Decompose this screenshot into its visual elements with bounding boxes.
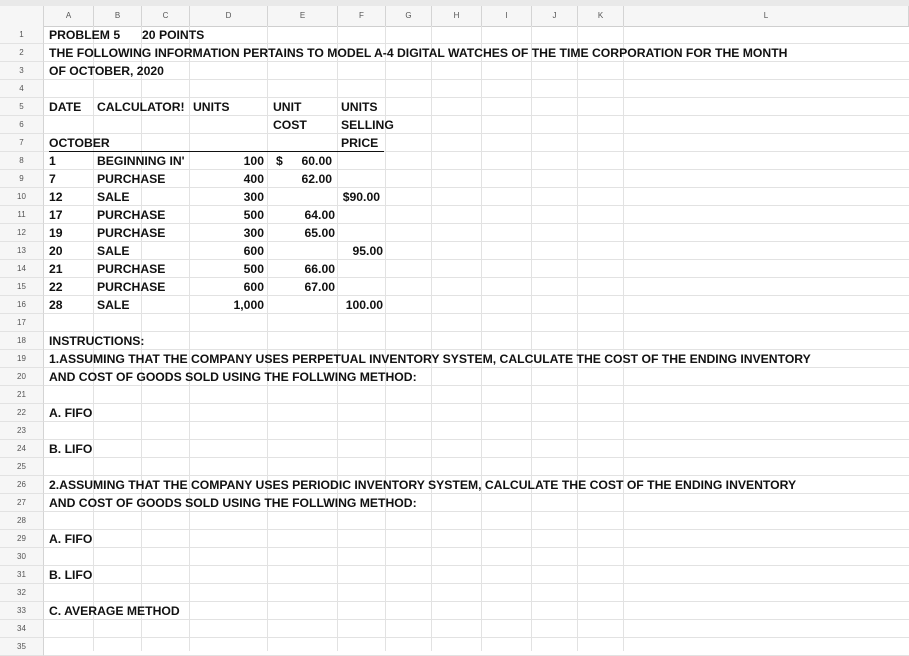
row-number[interactable]: 8 xyxy=(0,152,44,170)
txn-desc[interactable]: PURCHASE xyxy=(97,226,166,240)
row-number[interactable]: 22 xyxy=(0,404,44,422)
txn-units[interactable]: 600 xyxy=(243,244,264,258)
row-number[interactable]: 4 xyxy=(0,80,44,98)
row-number[interactable]: 25 xyxy=(0,458,44,476)
txn-cost[interactable]: 65.00 xyxy=(304,226,335,240)
txn-units[interactable]: 600 xyxy=(243,280,264,294)
txn-price[interactable]: 100.00 xyxy=(345,298,383,312)
month-label[interactable]: OCTOBER xyxy=(49,134,384,152)
txn-desc[interactable]: SALE xyxy=(97,298,130,312)
txn-price[interactable]: $90.00 xyxy=(342,190,380,204)
row-number[interactable]: 1 xyxy=(0,26,44,44)
txn-desc[interactable]: BEGINNING IN' xyxy=(97,154,185,168)
row-number[interactable]: 20 xyxy=(0,368,44,386)
txn-day[interactable]: 12 xyxy=(49,190,63,204)
row-number[interactable]: 7 xyxy=(0,134,44,152)
column-header-i[interactable]: I xyxy=(482,6,532,26)
row-number[interactable]: 35 xyxy=(0,638,44,656)
row-number[interactable]: 12 xyxy=(0,224,44,242)
txn-cost[interactable]: 64.00 xyxy=(304,208,335,222)
row-number[interactable]: 11 xyxy=(0,206,44,224)
intro-line-1[interactable]: THE FOLLOWING INFORMATION PERTAINS TO MODEL A-4 DIGITAL WATCHES OF THE TIME CORPORATION FOR THE MONTH xyxy=(49,46,788,60)
currency-symbol: $ xyxy=(276,154,283,168)
header-price[interactable]: PRICE xyxy=(341,136,379,150)
row-number[interactable]: 29 xyxy=(0,530,44,548)
column-header-f[interactable]: F xyxy=(338,6,386,26)
instruction-2-line-1[interactable]: 2.ASSUMING THAT THE COMPANY USES PERIODIC INVENTORY SYSTEM, CALCULATE THE COST OF THE ENDING INVENTORY xyxy=(49,478,797,492)
row-number[interactable]: 30 xyxy=(0,548,44,566)
txn-day[interactable]: 19 xyxy=(49,226,63,240)
header-units-selling[interactable]: UNITS xyxy=(341,100,378,114)
row-number[interactable]: 17 xyxy=(0,314,44,332)
instruction-2-line-2[interactable]: AND COST OF GOODS SOLD USING THE FOLLWING METHOD: xyxy=(49,496,417,510)
txn-day[interactable]: 22 xyxy=(49,280,63,294)
txn-day[interactable]: 1 xyxy=(49,154,56,168)
row-number[interactable]: 18 xyxy=(0,332,44,350)
txn-units[interactable]: 500 xyxy=(243,262,264,276)
column-header-e[interactable]: E xyxy=(268,6,338,26)
column-header-j[interactable]: J xyxy=(532,6,578,26)
txn-desc[interactable]: PURCHASE xyxy=(97,208,166,222)
perpetual-lifo[interactable]: B. LIFO xyxy=(49,442,93,456)
column-header-g[interactable]: G xyxy=(386,6,432,26)
row-number[interactable]: 15 xyxy=(0,278,44,296)
txn-day[interactable]: 21 xyxy=(49,262,63,276)
column-header-l[interactable]: L xyxy=(624,6,909,26)
row-number[interactable]: 21 xyxy=(0,386,44,404)
row-number[interactable]: 26 xyxy=(0,476,44,494)
column-header-a[interactable]: A xyxy=(44,6,94,26)
header-date[interactable]: DATE xyxy=(49,100,82,114)
header-units[interactable]: UNITS xyxy=(193,100,230,114)
column-header-h[interactable]: H xyxy=(432,6,482,26)
header-selling[interactable]: SELLING xyxy=(341,118,394,132)
periodic-lifo[interactable]: B. LIFO xyxy=(49,568,93,582)
txn-units[interactable]: 400 xyxy=(243,172,264,186)
txn-day[interactable]: 7 xyxy=(49,172,56,186)
header-calculators[interactable]: CALCULATOR! xyxy=(97,100,185,114)
select-all-corner[interactable] xyxy=(0,6,44,26)
problem-title[interactable]: PROBLEM 5 xyxy=(49,28,121,42)
txn-price[interactable]: 95.00 xyxy=(352,244,383,258)
row-number[interactable]: 5 xyxy=(0,98,44,116)
row-number[interactable]: 24 xyxy=(0,440,44,458)
txn-day[interactable]: 20 xyxy=(49,244,63,258)
perpetual-fifo[interactable]: A. FIFO xyxy=(49,406,93,420)
row-number[interactable]: 6 xyxy=(0,116,44,134)
txn-units[interactable]: 1,000 xyxy=(233,298,264,312)
intro-line-2[interactable]: OF OCTOBER, 2020 xyxy=(49,64,164,78)
txn-units[interactable]: 100 xyxy=(243,154,264,168)
instructions-label[interactable]: INSTRUCTIONS: xyxy=(49,334,145,348)
row-number[interactable]: 9 xyxy=(0,170,44,188)
problem-points[interactable]: 20 POINTS xyxy=(142,28,205,42)
row-number[interactable]: 13 xyxy=(0,242,44,260)
txn-units[interactable]: 300 xyxy=(243,226,264,240)
periodic-fifo[interactable]: A. FIFO xyxy=(49,532,93,546)
row-number[interactable]: 28 xyxy=(0,512,44,530)
txn-day[interactable]: 28 xyxy=(49,298,63,312)
txn-units[interactable]: 500 xyxy=(243,208,264,222)
column-header-d[interactable]: D xyxy=(190,6,268,26)
column-header-bar xyxy=(0,0,909,27)
row-number[interactable]: 19 xyxy=(0,350,44,368)
row-number[interactable]: 32 xyxy=(0,584,44,602)
column-header-b[interactable]: B xyxy=(94,6,142,26)
row-number[interactable]: 10 xyxy=(0,188,44,206)
txn-desc[interactable]: PURCHASE xyxy=(97,172,166,186)
row-number[interactable]: 23 xyxy=(0,422,44,440)
row-number[interactable]: 33 xyxy=(0,602,44,620)
row-number[interactable]: 3 xyxy=(0,62,44,80)
txn-units[interactable]: 300 xyxy=(243,190,264,204)
header-cost[interactable]: COST xyxy=(273,118,307,132)
txn-cost[interactable]: 62.00 xyxy=(301,172,332,186)
instruction-1-line-1[interactable]: 1.ASSUMING THAT THE COMPANY USES PERPETUAL INVENTORY SYSTEM, CALCULATE THE COST OF THE ENDING INVENTORY xyxy=(49,352,811,366)
row-number[interactable]: 34 xyxy=(0,620,44,638)
txn-desc[interactable]: SALE xyxy=(97,190,130,204)
txn-desc[interactable]: PURCHASE xyxy=(97,280,166,294)
periodic-average[interactable]: C. AVERAGE METHOD xyxy=(49,604,180,618)
instruction-1-line-2[interactable]: AND COST OF GOODS SOLD USING THE FOLLWING METHOD: xyxy=(49,370,417,384)
row-number[interactable]: 27 xyxy=(0,494,44,512)
row-number[interactable]: 2 xyxy=(0,44,44,62)
row-number[interactable]: 14 xyxy=(0,260,44,278)
txn-cost[interactable]: 66.00 xyxy=(304,262,335,276)
header-unit[interactable]: UNIT xyxy=(273,100,302,114)
txn-desc[interactable]: PURCHASE xyxy=(97,262,166,276)
row-number[interactable]: 31 xyxy=(0,566,44,584)
txn-cost[interactable]: 67.00 xyxy=(304,280,335,294)
txn-desc[interactable]: SALE xyxy=(97,244,130,258)
column-header-c[interactable]: C xyxy=(142,6,190,26)
row-number[interactable]: 16 xyxy=(0,296,44,314)
txn-day[interactable]: 17 xyxy=(49,208,63,222)
column-header-k[interactable]: K xyxy=(578,6,624,26)
txn-cost[interactable]: 60.00 xyxy=(301,154,332,168)
